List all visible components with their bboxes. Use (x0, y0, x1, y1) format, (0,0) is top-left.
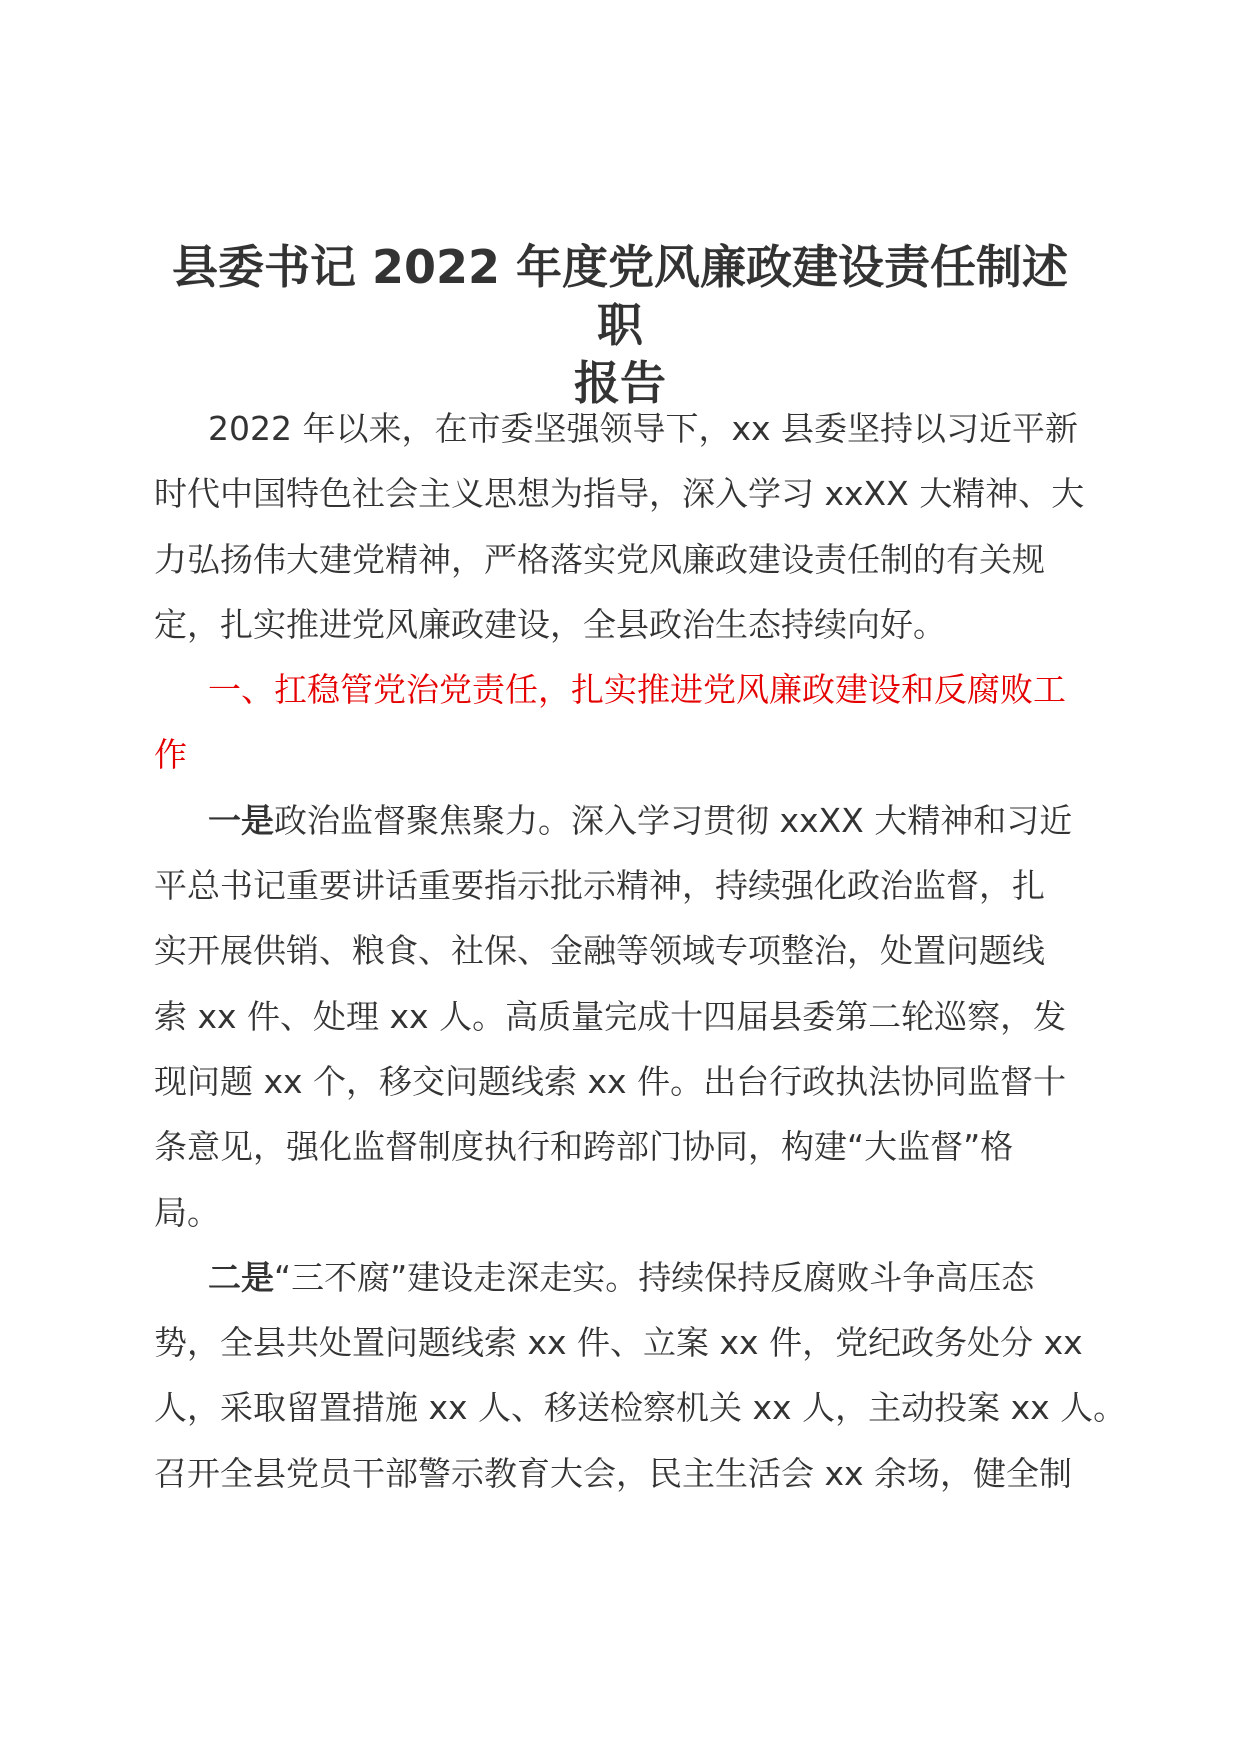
point-1-first-line (154, 788, 1094, 853)
point-2-line: 势，全县共处置问题线索 xx 件、立案 xx 件，党纪政务处分 xx (154, 1323, 1083, 1363)
point-1-line: 索 xx 件、处理 xx 人。高质量完成十四届县委第二轮巡察，发 (154, 996, 1067, 1036)
point-1-line: 平总书记重要讲话重要指示批示精神，持续强化政治监督，扎 (154, 866, 1045, 906)
intro-line: 时代中国特色社会主义思想为指导，深入学习 xxXX 大精神、大 (154, 474, 1085, 514)
intro-paragraph (154, 396, 1094, 657)
section-heading-line: 作 (154, 735, 187, 775)
point-1-line: 政治监督聚焦聚力。深入学习贯彻 xxXX 大精神和习近 (274, 800, 1073, 840)
intro-line: 定，扎实推进党风廉政建设，全县政治生态持续向好。 (154, 604, 946, 644)
title-line-1: 县委书记 2022 年度党风廉政建设责任制述职 (171, 240, 1069, 352)
intro-line: 2022 年以来，在市委坚强领导下，xx 县委坚持以习近平新 (208, 409, 1079, 448)
document-body (154, 396, 1127, 1506)
point-1-line: 实开展供销、粮食、社保、金融等领域专项整治，处置问题线 (154, 931, 1045, 971)
point-1-label: 一是 (208, 800, 274, 840)
point-2-label: 二是 (208, 1257, 274, 1297)
point-2-line: “三不腐”建设走深走实。持续保持反腐败斗争高压态 (274, 1257, 1035, 1297)
document-title (150, 238, 1090, 412)
intro-line: 力弘扬伟大建党精神，严格落实党风廉政建设责任制的有关规 (154, 539, 1045, 579)
title-line-2: 报告 (574, 356, 666, 410)
point-1-line: 现问题 xx 个，移交问题线索 xx 件。出台行政执法协同监督十 (154, 1061, 1067, 1101)
section-heading-line: 一、扛稳管党治党责任，扎实推进党风廉政建设和反腐败工 (208, 670, 1066, 710)
point-2-paragraph (154, 1245, 1127, 1506)
point-2-line: 召开全县党员干部警示教育大会，民主生活会 xx 余场，健全制 (154, 1453, 1073, 1493)
point-2-line: 人，采取留置措施 xx 人、移送检察机关 xx 人，主动投案 xx 人。 (154, 1388, 1127, 1428)
point-1-line: 局。 (154, 1192, 220, 1232)
point-1-paragraph (154, 788, 1094, 1245)
point-2-first-line (154, 1245, 1094, 1310)
point-1-line: 条意见，强化监督制度执行和跨部门协同，构建“大监督”格 (154, 1127, 1014, 1167)
section-heading-1 (154, 657, 1094, 788)
